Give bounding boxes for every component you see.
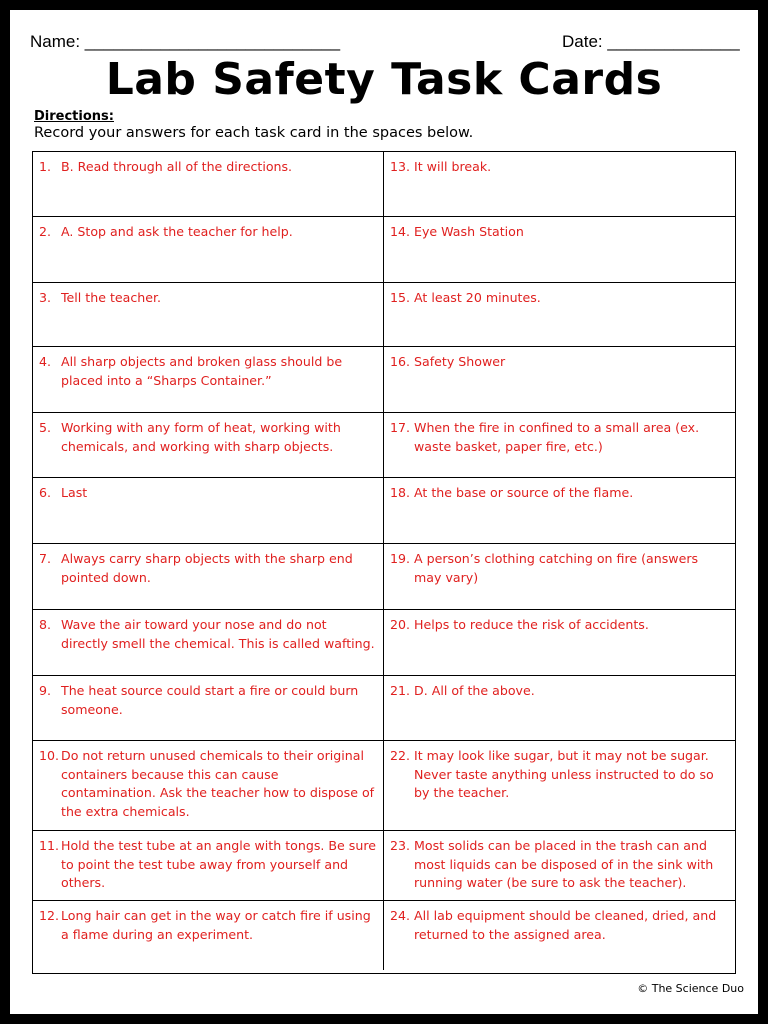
answer-number: 5.: [39, 420, 52, 435]
answer-number: 6.: [39, 485, 52, 500]
answer-text: Wave the air toward your nose and do not directly smell the chemical. This is called wafting.: [61, 617, 375, 651]
answer-number: 18.: [390, 485, 411, 500]
answer-number: 24.: [390, 908, 411, 923]
copyright-credit: © The Science Duo: [637, 982, 744, 995]
directions-text: Record your answers for each task card in the spaces below.: [34, 125, 474, 141]
answer-cell: [384, 676, 735, 741]
answer-cell: [33, 478, 384, 544]
answer-cell: [384, 413, 735, 478]
answer-grid: [32, 151, 736, 974]
answer-text: Last: [61, 485, 88, 500]
answer-text: D. All of the above.: [414, 683, 535, 698]
answer-number: 19.: [390, 551, 411, 566]
answer-cell: [33, 347, 384, 413]
answer-cell: [33, 901, 384, 970]
answer-cell: [33, 217, 384, 283]
answer-text: It may look like sugar, but it may not be sugar. Never taste anything unless instructed to do so by the teacher.: [414, 748, 714, 800]
answer-text: Safety Shower: [414, 354, 506, 369]
page-title: Lab Safety Task Cards: [105, 54, 663, 105]
answer-cell: [384, 283, 735, 347]
answer-number: 8.: [39, 617, 52, 632]
answer-number: 10.: [39, 748, 60, 763]
answer-number: 14.: [390, 224, 411, 239]
answer-number: 7.: [39, 551, 52, 566]
answer-text: Hold the test tube at an angle with tongs. Be sure to point the test tube away from yourself and others.: [61, 838, 376, 890]
answer-text: The heat source could start a fire or could burn someone.: [61, 683, 359, 717]
answer-number: 11.: [39, 838, 60, 853]
answer-text: Eye Wash Station: [414, 224, 524, 239]
answer-number: 15.: [390, 290, 411, 305]
answer-text: When the fire in confined to a small area (ex. waste basket, paper fire, etc.): [414, 420, 700, 454]
answer-number: 21.: [390, 683, 411, 698]
answer-number: 17.: [390, 420, 411, 435]
answer-number: 16.: [390, 354, 411, 369]
directions-label: Directions:: [34, 109, 114, 124]
answer-cell: [33, 831, 384, 901]
answer-number: 22.: [390, 748, 411, 763]
worksheet-page: [10, 10, 758, 1014]
answer-text: Long hair can get in the way or catch fire if using a flame during an experiment.: [61, 908, 371, 942]
answer-number: 4.: [39, 354, 52, 369]
answer-cell: [384, 544, 735, 610]
date-field-label: Date: ______________: [562, 32, 740, 51]
answer-text: All sharp objects and broken glass should be placed into a “Sharps Container.”: [61, 354, 343, 388]
answer-cell: [33, 741, 384, 831]
answer-cell: [384, 478, 735, 544]
answer-cell: [384, 152, 735, 217]
answer-text: Most solids can be placed in the trash can and most liquids can be disposed of in the sink with running water (be sure to ask the teacher).: [414, 838, 714, 890]
answer-text: Tell the teacher.: [61, 290, 162, 305]
answer-number: 12.: [39, 908, 60, 923]
answer-cell: [384, 347, 735, 413]
answer-cell: [384, 741, 735, 831]
answer-number: 23.: [390, 838, 411, 853]
answer-cell: [33, 413, 384, 478]
answer-cell: [384, 901, 735, 970]
answer-number: 1.: [39, 159, 52, 174]
answer-cell: [384, 217, 735, 283]
answer-text: At the base or source of the flame.: [414, 485, 634, 500]
answer-text: A. Stop and ask the teacher for help.: [61, 224, 293, 239]
answer-text: Working with any form of heat, working with chemicals, and working with sharp objects.: [61, 420, 341, 454]
answer-cell: [33, 283, 384, 347]
answer-number: 9.: [39, 683, 52, 698]
answer-cell: [33, 676, 384, 741]
answer-text: At least 20 minutes.: [414, 290, 541, 305]
answer-number: 3.: [39, 290, 52, 305]
answer-text: B. Read through all of the directions.: [61, 159, 293, 174]
answer-number: 13.: [390, 159, 411, 174]
answer-text: Helps to reduce the risk of accidents.: [414, 617, 649, 632]
answer-number: 2.: [39, 224, 52, 239]
answer-cell: [384, 610, 735, 676]
answer-text: It will break.: [414, 159, 492, 174]
answer-text: Do not return unused chemicals to their original containers because this can cause contamination. Ask the teacher how to dispose of the extra chemicals.: [61, 748, 375, 819]
answer-number: 20.: [390, 617, 411, 632]
answer-cell: [33, 610, 384, 676]
answer-text: Always carry sharp objects with the sharp end pointed down.: [61, 551, 353, 585]
answer-text: A person’s clothing catching on fire (answers may vary): [414, 551, 699, 585]
answer-cell: [33, 544, 384, 610]
name-field-label: Name: ___________________________: [30, 32, 341, 51]
answer-text: All lab equipment should be cleaned, dried, and returned to the assigned area.: [414, 908, 717, 942]
answer-cell: [384, 831, 735, 901]
answer-cell: [33, 152, 384, 217]
